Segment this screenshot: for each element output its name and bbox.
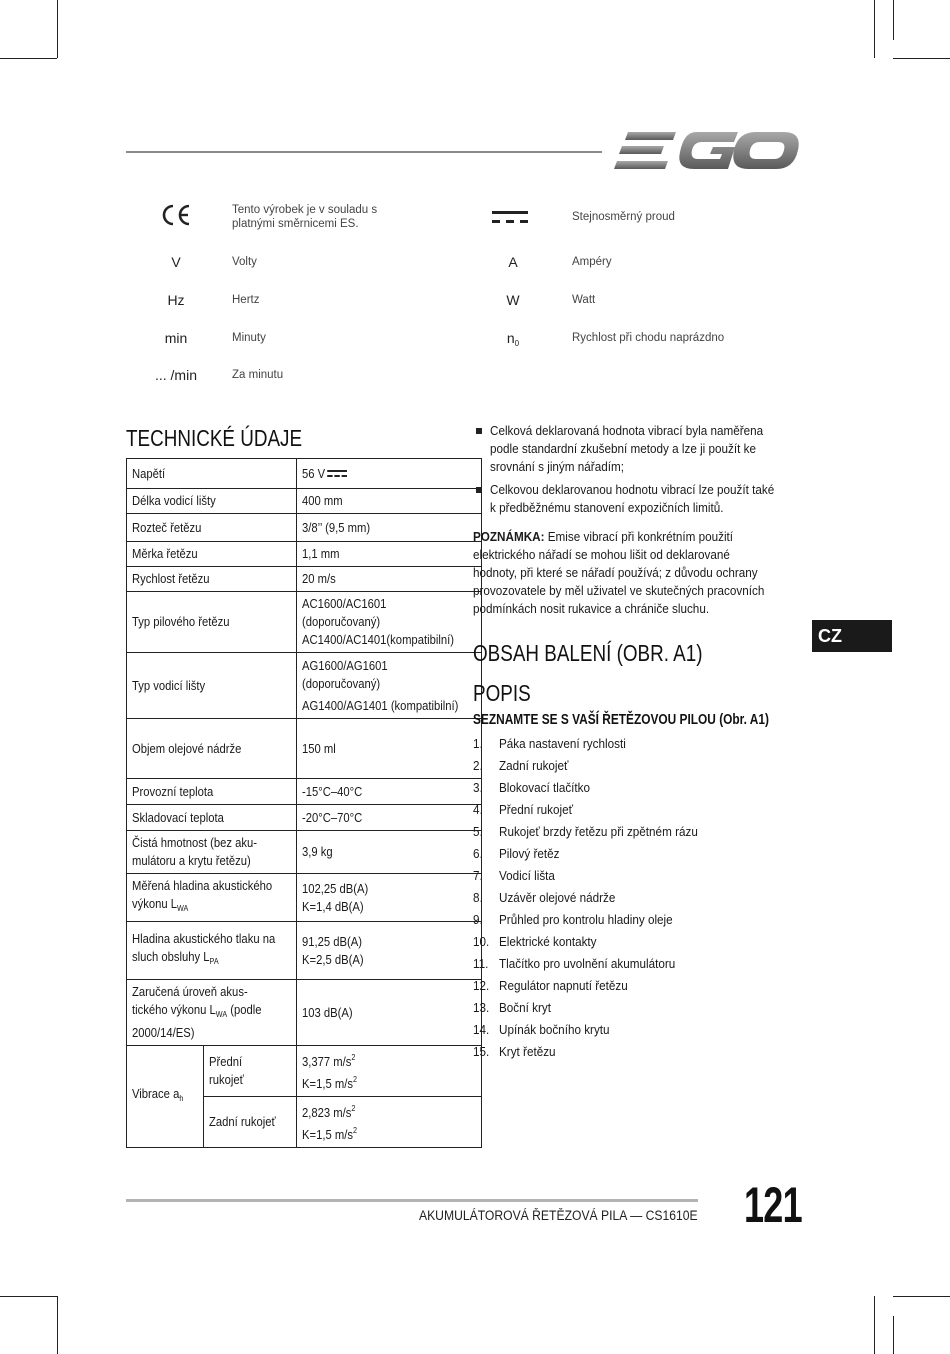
watt-description: Watt	[572, 294, 596, 306]
table-row: Čistá hmotnost (bez aku- mulátoru a krytu řetězu) 3,9 kg	[127, 831, 482, 874]
crop-mark	[57, 0, 58, 58]
table-row: Měřená hladina akustického výkonu $L_{WA}$ 102,25 dB(A) K=1,4 dB(A)	[127, 874, 482, 922]
get-to-know-heading: SEZNAMTE SE S VAŠÍ ŘETĚZOVOU PILOU (Obr. A1)	[473, 712, 769, 728]
list-item: 5. Rukojeť brzdy řetězu při zpětném rázu	[473, 824, 698, 839]
no-load-speed-description: Rychlost při chodu naprázdno	[572, 332, 725, 344]
list-item: Celková deklarovaná hodnota vibrací byla naměřena podle standardní zkušební metody a lze ji použít ke srovnání s jiným nářadím;	[474, 422, 804, 476]
header-rule	[126, 151, 602, 153]
list-item: 8. Uzávěr olejové nádrže	[473, 890, 616, 905]
table-row: Hladina akustického tlaku na sluch obsluhy $L_{PA}$ 91,25 dB(A) K=2,5 dB(A)	[127, 922, 482, 980]
table-row: Měrka řetězu 1,1 mm	[127, 542, 482, 567]
table-row: Zadní rukojeť 2,823 $m/s^2$ K=1,5 $m/s^2$	[127, 1097, 482, 1148]
hertz-description: Hertz	[232, 294, 260, 306]
table-row: Typ vodicí lišty AG1600/AG1601 (doporučovaný) AG1400/AG1401 (kompatibilní)	[127, 653, 482, 719]
list-item: 11. Tlačítko pro uvolnění akumulátoru	[473, 956, 676, 971]
list-item: 15. Kryt řetězu	[473, 1044, 556, 1059]
list-item: 14. Upínák bočního krytu	[473, 1022, 610, 1037]
list-item: 7. Vodicí lišta	[473, 868, 555, 883]
crop-mark	[0, 1296, 57, 1297]
table-row: Napětí 56 V	[127, 459, 482, 489]
tech-data-table	[126, 458, 482, 1148]
hertz-symbol: Hz	[167, 292, 185, 308]
table-row: Provozní teplota -15°C–40°C	[127, 779, 482, 805]
crop-mark	[893, 58, 950, 59]
crop-mark	[57, 1296, 58, 1354]
tech-data-heading: TECHNICKÉ ÚDAJE	[126, 425, 303, 451]
footer-rule	[126, 1199, 698, 1202]
table-row: Délka vodicí lišty 400 mm	[127, 489, 482, 514]
table-row: Rozteč řetězu 3/8’’ (9,5 mm)	[127, 514, 482, 542]
watt-symbol: W	[506, 292, 520, 308]
list-item: 1. Páka nastavení rychlosti	[473, 736, 626, 751]
bullet-square-icon	[476, 487, 482, 493]
volt-symbol: V	[171, 254, 181, 270]
crop-mark	[0, 58, 57, 59]
list-item: 2. Zadní rukojeť	[473, 758, 569, 773]
ce-mark-icon	[160, 203, 192, 227]
list-item: 12. Regulátor napnutí řetězu	[473, 978, 628, 993]
language-tab: CZ	[812, 620, 892, 652]
table-row: Skladovací teplota -20°C–70°C	[127, 805, 482, 831]
crop-mark	[893, 0, 894, 40]
per-minute-symbol: ... /min	[154, 367, 197, 383]
no-load-speed-symbol: $n_0$	[506, 330, 520, 348]
list-item: 13. Boční kryt	[473, 1000, 552, 1015]
description-heading: POPIS	[473, 680, 531, 706]
list-item: 10. Elektrické kontakty	[473, 934, 597, 949]
direct-current-icon	[492, 209, 528, 227]
ampere-description: Ampéry	[572, 256, 612, 268]
package-contents-heading: OBSAH BALENÍ (OBR. A1)	[473, 640, 703, 666]
dc-description: Stejnosměrný proud	[572, 211, 675, 223]
ego-logo	[614, 128, 800, 174]
footer-title: AKUMULÁTOROVÁ ŘETĚZOVÁ PILA — CS1610E	[419, 1208, 698, 1223]
table-row: Objem olejové nádrže 150 ml	[127, 719, 482, 779]
ampere-symbol: A	[508, 254, 518, 270]
parts-list	[473, 734, 813, 1064]
list-item: 6. Pilový řetěz	[473, 846, 560, 861]
crop-mark	[893, 1316, 894, 1354]
volt-description: Volty	[232, 256, 257, 268]
list-item: 9. Průhled pro kontrolu hladiny oleje	[473, 912, 673, 927]
crop-mark	[893, 1296, 950, 1297]
crop-mark	[874, 0, 875, 58]
table-row: Typ pilového řetězu AC1600/AC1601 (doporučovaný) AC1400/AC1401(kompatibilní)	[127, 592, 482, 653]
per-minute-description: Za minutu	[232, 369, 284, 381]
list-item: 3. Blokovací tlačítko	[473, 780, 591, 795]
table-row: Zaručená úroveň akus- tického výkonu $L_{WA}$ (podle 2000/14/ES) 103 dB(A)	[127, 980, 482, 1046]
list-item: Celkovou deklarovanou hodnotu vibrací lze použít také k předběžnému stanovení expozičních limitů.	[474, 481, 804, 517]
table-row: Rychlost řetězu 20 m/s	[127, 567, 482, 592]
crop-mark	[874, 1296, 875, 1354]
list-item: 4. Přední rukojeť	[473, 802, 573, 817]
table-row: Vibrace $a_h$ Přední rukojeť 3,377 $m/s^2$ K=1,5 $m/s^2$	[127, 1046, 482, 1097]
minute-description: Minuty	[232, 332, 266, 344]
bullet-square-icon	[476, 428, 482, 434]
page-number: 121	[744, 1177, 802, 1233]
minute-symbol: min	[164, 330, 188, 346]
note-paragraph: POZNÁMKA: Emise vibrací při konkrétním použití elektrického nářadí se mohou lišit od deklarované hodnoty, při které se nářadí používá; z důvodu ochrany provozovatele by měl uživatel ve skutečných pracovních podmínkách nosit rukavice a chrániče sluchu.	[473, 529, 765, 616]
direct-current-icon	[327, 469, 347, 479]
ce-description: Tento výrobek je v souladu s platnými směrnicemi ES.	[232, 204, 378, 230]
